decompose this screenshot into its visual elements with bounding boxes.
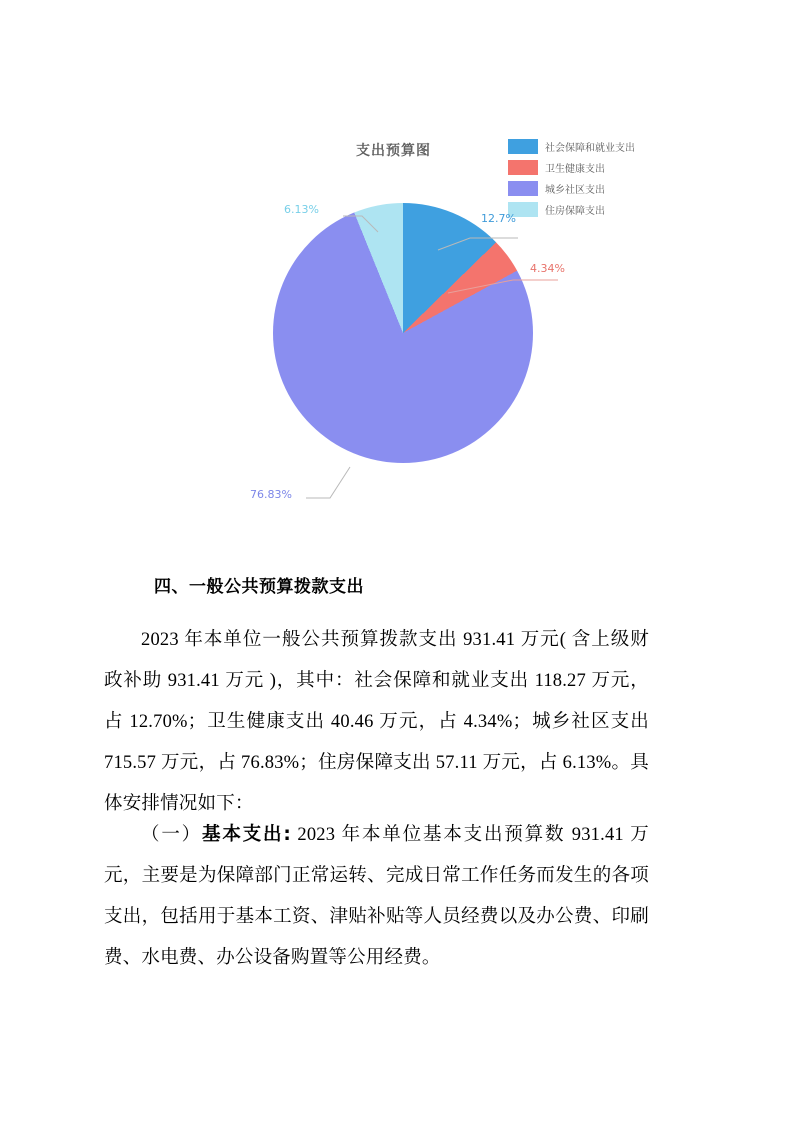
paragraph-bold-label: 基本支出: xyxy=(202,824,291,845)
legend-label: 卫生健康支出 xyxy=(545,163,605,175)
paragraph-text xyxy=(104,814,649,979)
legend-label: 社会保障和就业支出 xyxy=(545,142,635,154)
legend-label: 住房保障支出 xyxy=(545,205,605,217)
chart-title: 支出预算图 xyxy=(356,143,431,159)
paragraph-body: 2023 年本单位基本支出预算数 931.41 万元，主要是为保障部门正常运转、完成日常工作任务而发生的各项支出，包括用于基本工资、津贴补贴等人员经费以及办公费、印刷费、水电费、办公设备购置等公用经费。 xyxy=(104,825,649,968)
paragraph-general-budget xyxy=(104,620,649,825)
pie-label-value: 6.13% xyxy=(284,203,319,216)
section-heading: 四、一般公共预算拨款支出 xyxy=(154,577,364,597)
pie-label-value: 76.83% xyxy=(250,488,292,501)
expenditure-budget-chart xyxy=(118,120,678,540)
pie-label-value: 4.34% xyxy=(530,262,565,275)
legend-label: 城乡社区支出 xyxy=(545,184,605,196)
paragraph-text: 2023 年本单位一般公共预算拨款支出 931.41 万元( 含上级财政补助 931.41 万元 )，其中：社会保障和就业支出 118.27 万元，占 12.70%；卫生健康支出 40.46 万元，占 4.34%；城乡社区支出 715.57 万元，占 76.83%；住房保障支出 57.11 万元，占 6.13%。具体安排情况如下： xyxy=(104,630,649,814)
paragraph-prefix: （一） xyxy=(141,825,202,845)
paragraph-basic-expenditure xyxy=(104,814,649,979)
pie-label-value: 12.7% xyxy=(481,212,516,225)
leader-lines xyxy=(118,120,678,540)
